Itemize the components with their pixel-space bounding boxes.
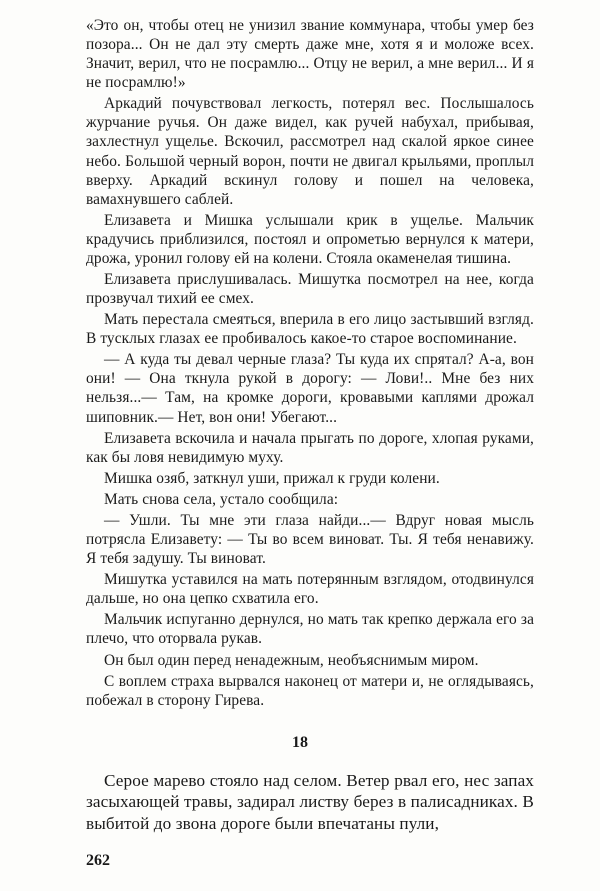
paragraph: — А куда ты девал черные глаза? Ты куда их спрятал? А-а, вон они! — Она ткнула рукой в дорогу: — Лови!.. Мне без них нельзя...— Там, на кромке дороги, кровавыми каплями дрожал шиповник.— Нет, вон они! Убегают... [86,351,534,426]
paragraph: — Ушли. Ты мне эти глаза найди...— Вдруг новая мысль потрясла Елизавету: — Ты во всем виноват. Ты. Я тебя ненавижу. Я тебя задушу. Ты виноват. [86,511,534,568]
paragraph: Аркадий почувствовал легкость, потерял вес. Послышалось журчание ручья. Он даже видел, как ручей набухал, прибывая, захлестнул ущелье. Вскочил, рассмотрел над скалой яркое синее небо. Большой черный ворон, почти не двигал крыльями, проплыл вверху. Аркадий вскинул голову и пошел на человека, вамахнувшего саблей. [86,95,534,208]
paragraph: Он был один перед ненадежным, необъяснимым миром. [104,651,479,669]
paragraph: Мать перестала смеяться, вперила в его лицо застывший взгляд. В тусклых глазах ее пробивалось какое-то старое воспоминание. [86,311,534,348]
paragraph: «Это он, чтобы отец не унизил звание коммунара, чтобы умер без позора... Он не дал эту смерть даже мне, хотя я и моложе всех. Значит, верил, что не посрамлю... Отцу не верил, а мне верил... И я не посрамлю!» [86,17,534,92]
paragraph: Серое марево стояло над селом. Ветер рвал его, нес запах засыхающей травы, задирал листву берез в палисадниках. В выбитой до звона дороге были впечатаны пули, [86,771,534,833]
page-number: 262 [86,852,110,869]
paragraph: Елизавета вскочила и начала прыгать по дороге, хлопая руками, как бы ловя невидимую муху. [86,429,534,466]
paragraph: Мишутка уставился на мать потерянным взглядом, отодвинулся дальше, но она цепко схватила его. [86,571,534,608]
paragraph: Елизавета и Мишка услышали крик в ущелье. Мальчик крадучись приблизился, постоял и опрометью вернулся к матери, дрожа, уронил голову ей на колени. Стояла окаменелая тишина. [86,211,534,267]
paragraph: Елизавета прислушивалась. Мишутка посмотрел на нее, когда прозвучал тихий ее смех. [86,271,534,308]
paragraph: С воплем страха вырвался наконец от матери и, не оглядываясь, побежал в сторону Гирева. [86,672,534,709]
paragraph: Мальчик испуганно дернулся, но мать так крепко держала его за плечо, что оторвала рукав. [86,611,534,648]
text-body-top [86,16,534,712]
paragraph: Мать снова села, устало сообщила: [104,490,339,508]
paragraph: Мишка озяб, заткнул уши, прижал к груди колени. [104,469,440,487]
chapter-number: 18 [292,734,308,751]
text-body-bottom [86,770,534,836]
